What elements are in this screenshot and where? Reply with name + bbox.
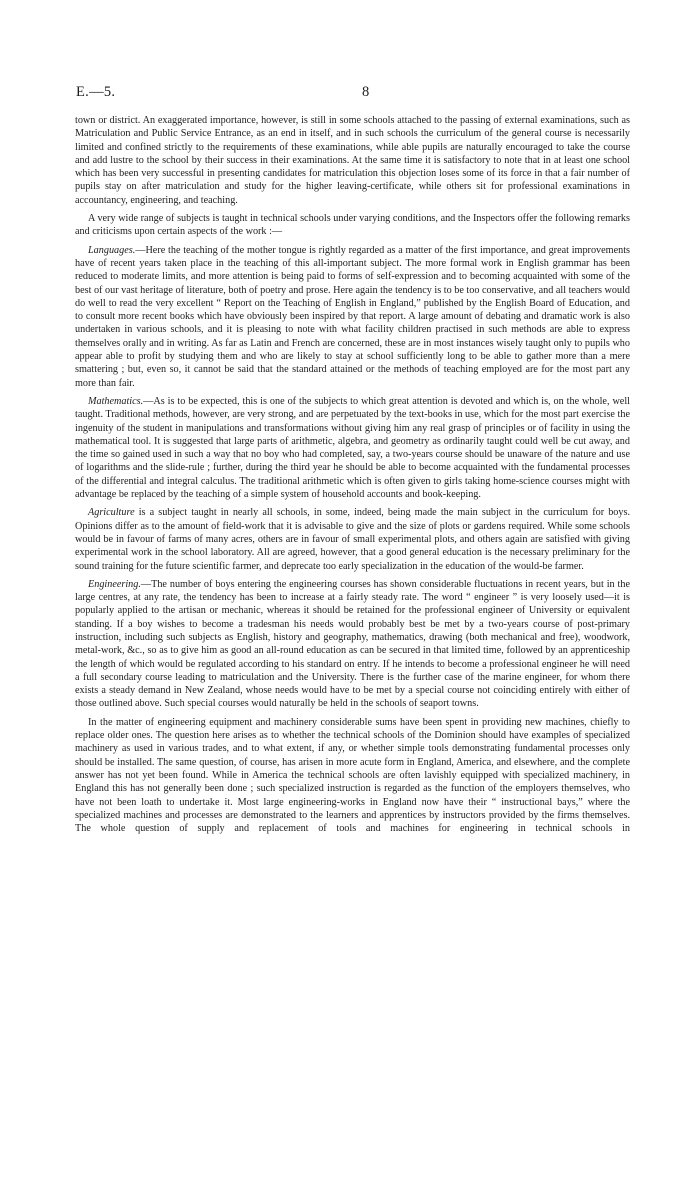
paragraph-text: —The number of boys entering the engineering courses has shown considerable fluctuations in recent years, but in the large centres, at any rate, the tendency has been to increase at a fairly steady rate. The word “ engineer ” is very loosely used—it is popularly applied to the artisan or mechanic, whereas it should be retained for the professional engineer of University or equivalent standing. If a boy wishes to become a tradesman his needs would probably best be met by a two-years course of post-primary instruction, including such subjects as English, history and geography, mathematics, drawing (both mechanical and free), woodwork, metal-work, &c., so as to give him as good an all-round education as can be secured in that limited time, followed by an apprenticeship the length of which would be regulated according to his standard on entry. If he intends to become a professional engineer he will need a full secondary course leading to matriculation and the University. There is the further case of the marine engineer, for whom there exists a steady demand in New Zealand, whose needs would have to be met by a special course not coinciding entirely with either of those outlined above. Such special courses would naturally be held in the schools of seaport towns. [75,578,630,710]
paragraph-engineering [75,578,630,711]
document-page [75,84,630,840]
paragraph-text: —As is to be expected, this is one of the subjects to which great attention is devoted and which is, on the whole, well taught. Traditional methods, however, are very strong, and are perpetuated by the text-books in use, which for the most part exercise the ingenuity of the student in manipulations and transformations without giving him any real grasp of principles or of facility in using the mathematical tool. It is suggested that large parts of arithmetic, algebra, and geometry as ordinarily taught could well be cut away, and the time so gained used in such a way that no boy who had completed, say, a two-years course should be unaware of the nature and use of logarithms and the slide-rule ; further, during the third year he should be able to become acquainted with the fundamental processes of the differential and integral calculus. The traditional arithmetic which is often given to girls taking home-science courses might with advantage be replaced by the teaching of a simple system of household accounts and book-keeping. [75,395,630,501]
section-heading: Engineering. [88,578,141,590]
paragraph-text: In the matter of engineering equipment and machinery considerable sums have been spent in providing new machines, chiefly to replace older ones. The question here arises as to whether the technical schools of the Dominion should have examples of specialized machinery as used in various trades, and to what extent, if any, or whether simple tools demonstrating fundamental processes only should be installed. The same question, of course, has arisen in more acute form in England, America, and elsewhere, and the complete answer has not yet been found. While in America the technical schools are often lavishly equipped with specialized machinery, in England this has not generally been done ; such specialized instruction is regarded as the function of the employers themselves, who have not been loath to undertake it. Most large engineering-works in England now have their “ instructional bays,” where the specialized machines and processes are demonstrated to the learners and apprentices by instructors provided by the firms themselves. The whole question of supply and replacement of tools and machines for engineering in technical schools in [75,716,630,835]
section-heading: Languages. [88,244,136,256]
section-heading: Mathematics. [88,395,144,407]
paragraph-languages [75,244,630,390]
page-header [75,84,630,114]
body-text [75,114,630,835]
page-number: 8 [362,84,370,100]
paragraph-text: town or district. An exaggerated importance, however, is still in some schools attached to the passing of external examinations, such as Matriculation and Public Service Entrance, as an end in itself, and in such schools the curriculum of the general course is necessarily limited and confined strictly to the requirements of these examinations, while able pupils are naturally encouraged to take the course and add lustre to the school by their success in their examinations. At the same time it is satisfactory to note that in at least one school which has been very successful in presenting candidates for matriculation this objection loses some of its force in that a fair number of pupils stay on after matriculation and study for the higher leaving-certificate, while others sit for professional examinations in accountancy, engineering, and teaching. [75,115,630,206]
section-heading: Agriculture [88,507,135,519]
paragraph-text: A very wide range of subjects is taught in technical schools under varying conditions, and the Inspectors offer the following remarks and criticisms upon certain aspects of the work :— [75,213,630,238]
paragraph-subjects-intro [75,212,630,239]
paragraph-engineering-equipment [75,716,630,836]
paragraph-agriculture [75,506,630,572]
paragraph-text: —Here the teaching of the mother tongue is rightly regarded as a matter of the first importance, and great improvements have of recent years taken place in the teaching of this all-important subject. The more formal work in English grammar has been reduced to moderate limits, and more attention is being paid to forms of self-expression and to becoming acquainted with some of the best of our vast heritage of literature, both of poetry and prose. Here again the tendency is to be too conservative, and all teachers would do well to read the very excellent “ Report on the Teaching of English in England,” published by the English Board of Education, and to consult more recent books which have obviously been inspired by that report. A large amount of debating and dramatic work is also undertaken in various schools, and it is pleasing to note with what facility children practised in such methods are able to express themselves orally and in writing. As far as Latin and French are concerned, these are in most instances wisely taught only to pupils who appear able to profit by studying them and who are likely to stay at school sufficiently long to be able to gather more than a mere smattering ; but, even so, it cannot be said that the standard attained or the methods of teaching employed are for the most part any more than fair. [75,244,630,389]
paragraph-continuation [75,114,630,207]
document-reference: E.—5. [76,84,116,100]
paragraph-mathematics [75,395,630,501]
paragraph-text: is a subject taught in nearly all schools, in some, indeed, being made the main subject in the curriculum for boys. Opinions differ as to the amount of field-work that it is advisable to give and the size of plots or gardens required. While some schools would be in favour of farms of many acres, others are in favour of small experimental plots, and others again are satisfied with giving experimental work in the school laboratory. All are agreed, however, that a good general education is the necessary preliminary for the sound training for the future scientific farmer, and deprecate too early specialization in the education of the would-be farmer. [75,507,630,572]
